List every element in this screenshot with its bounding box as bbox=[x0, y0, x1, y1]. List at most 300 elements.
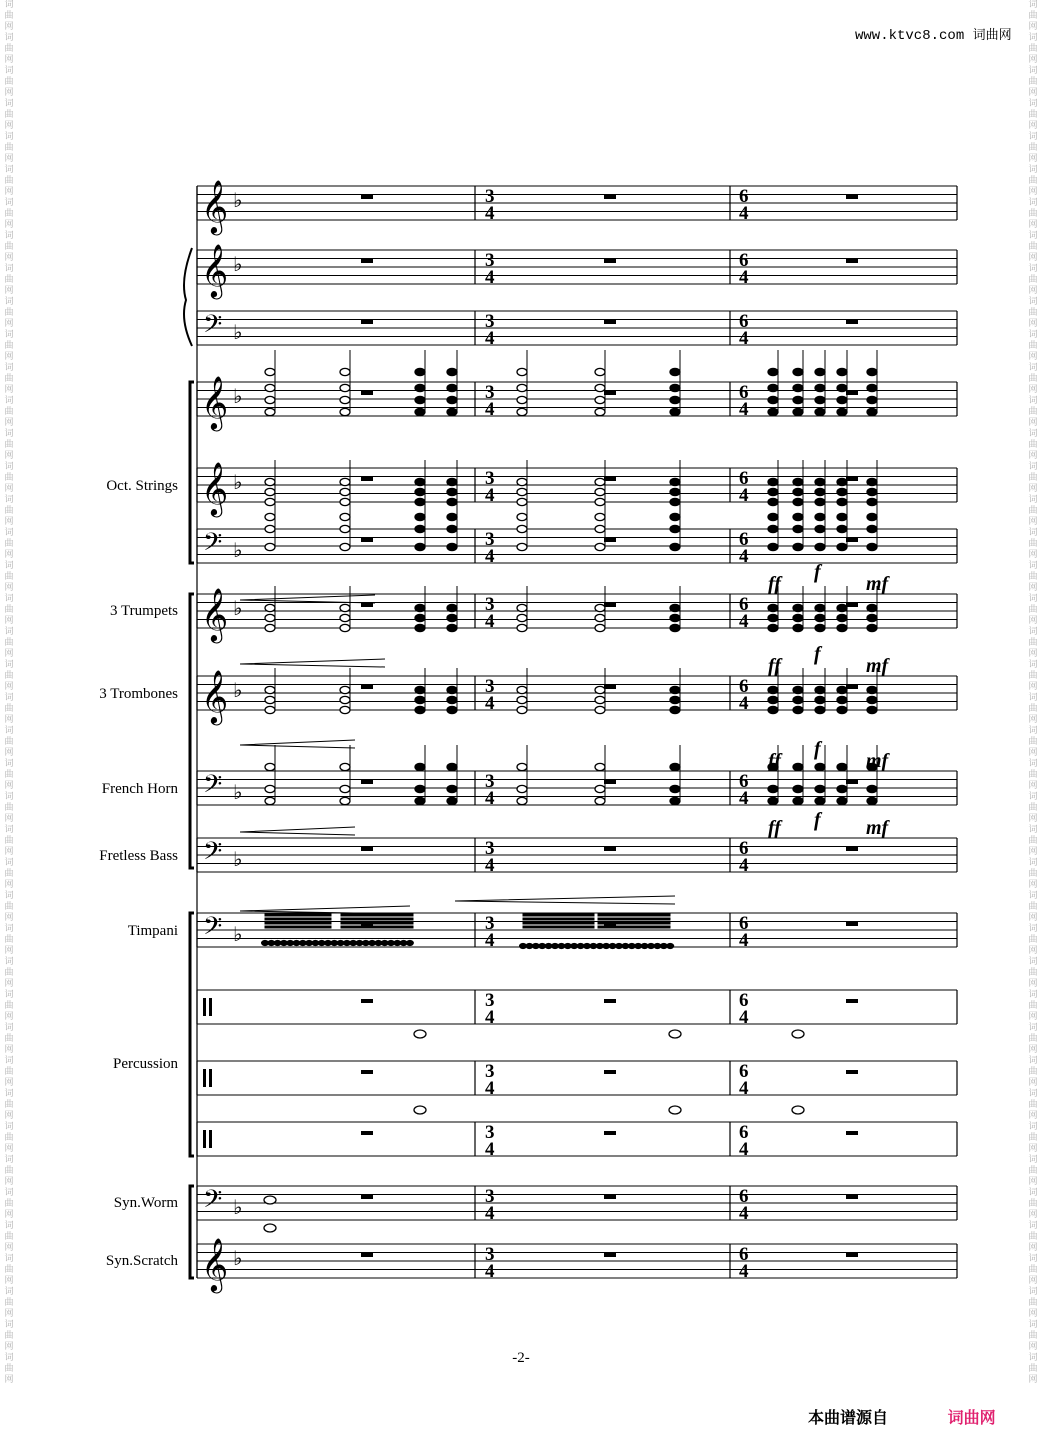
whole-rest bbox=[361, 999, 373, 1003]
time-signature-bottom: 4 bbox=[739, 930, 749, 951]
whole-rest bbox=[361, 538, 373, 542]
percussion-clef bbox=[203, 1069, 206, 1087]
notehead bbox=[265, 763, 275, 770]
notehead bbox=[837, 408, 847, 415]
time-signature-bottom: 4 bbox=[485, 1139, 495, 1160]
whole-rest bbox=[361, 603, 373, 607]
notehead bbox=[793, 384, 803, 391]
notehead bbox=[837, 686, 847, 693]
notehead bbox=[837, 763, 847, 770]
notehead bbox=[867, 478, 877, 485]
whole-rest bbox=[604, 320, 616, 324]
percussion-note bbox=[792, 1030, 804, 1038]
whole-rest bbox=[361, 1195, 373, 1199]
notehead bbox=[447, 763, 457, 770]
notehead bbox=[517, 624, 527, 631]
notehead bbox=[867, 785, 877, 792]
notehead bbox=[867, 408, 877, 415]
notehead bbox=[815, 624, 825, 631]
notehead bbox=[815, 396, 825, 403]
time-signature-top: 6 bbox=[739, 1244, 749, 1265]
time-signature-bottom: 4 bbox=[739, 1139, 749, 1160]
time-signature-bottom: 4 bbox=[739, 1261, 749, 1282]
notehead bbox=[837, 525, 847, 532]
label-oct-strings: Oct. Strings bbox=[106, 478, 178, 494]
time-signature-top: 3 bbox=[485, 1244, 495, 1265]
staff-bracket bbox=[190, 1186, 194, 1278]
beam bbox=[523, 918, 594, 920]
notehead bbox=[837, 513, 847, 520]
notehead bbox=[595, 498, 605, 505]
notehead bbox=[340, 763, 350, 770]
notehead bbox=[837, 488, 847, 495]
notehead bbox=[340, 604, 350, 611]
notehead bbox=[340, 525, 350, 532]
notehead bbox=[517, 763, 527, 770]
percussion-clef bbox=[209, 1069, 212, 1087]
notehead bbox=[415, 408, 425, 415]
notehead bbox=[595, 396, 605, 403]
time-signature-top: 3 bbox=[485, 311, 495, 332]
staff-bracket bbox=[190, 382, 194, 563]
flat-sign: ♭ bbox=[233, 384, 243, 408]
time-signature-top: 3 bbox=[485, 1122, 495, 1143]
flat-sign: ♭ bbox=[233, 922, 243, 946]
notehead bbox=[867, 513, 877, 520]
notehead bbox=[517, 696, 527, 703]
time-signature-top: 6 bbox=[739, 771, 749, 792]
notehead bbox=[595, 686, 605, 693]
whole-rest bbox=[846, 999, 858, 1003]
notehead bbox=[415, 706, 425, 713]
time-signature-bottom: 4 bbox=[485, 1078, 495, 1099]
notehead bbox=[447, 408, 457, 415]
notehead bbox=[768, 604, 778, 611]
notehead bbox=[768, 696, 778, 703]
notehead bbox=[415, 624, 425, 631]
notehead bbox=[867, 368, 877, 375]
beam bbox=[598, 914, 670, 916]
footer-site-link[interactable]: 词曲网 bbox=[947, 1408, 996, 1427]
label-syn-worm: Syn.Worm bbox=[113, 1195, 178, 1211]
time-signature-top: 3 bbox=[485, 382, 495, 403]
time-signature-top: 3 bbox=[485, 990, 495, 1011]
notehead bbox=[768, 785, 778, 792]
notehead bbox=[447, 498, 457, 505]
time-signature-top: 3 bbox=[485, 771, 495, 792]
treble-clef: 𝄞 bbox=[201, 669, 229, 723]
notehead bbox=[793, 785, 803, 792]
whole-rest bbox=[361, 195, 373, 199]
time-signature-bottom: 4 bbox=[739, 693, 749, 714]
time-signature-top: 3 bbox=[485, 250, 495, 271]
notehead bbox=[670, 384, 680, 391]
dynamic-f: f bbox=[814, 643, 821, 665]
piano-brace bbox=[184, 248, 192, 346]
beam bbox=[598, 918, 670, 920]
time-signature-bottom: 4 bbox=[739, 328, 749, 349]
notehead bbox=[867, 543, 877, 550]
notehead bbox=[447, 686, 457, 693]
time-signature-bottom: 4 bbox=[739, 1203, 749, 1224]
flat-sign: ♭ bbox=[233, 847, 243, 871]
beam bbox=[523, 914, 594, 916]
notehead bbox=[837, 785, 847, 792]
notehead bbox=[793, 696, 803, 703]
time-signature-bottom: 4 bbox=[739, 267, 749, 288]
notehead bbox=[595, 408, 605, 415]
time-signature-bottom: 4 bbox=[739, 788, 749, 809]
notehead bbox=[670, 396, 680, 403]
notehead bbox=[793, 408, 803, 415]
notehead bbox=[837, 396, 847, 403]
treble-clef: 𝄞 bbox=[201, 1237, 229, 1291]
notehead bbox=[867, 696, 877, 703]
notehead bbox=[595, 513, 605, 520]
notehead bbox=[815, 408, 825, 415]
whole-rest bbox=[846, 477, 858, 481]
flat-sign: ♭ bbox=[233, 320, 243, 344]
whole-rest bbox=[604, 391, 616, 395]
whole-rest bbox=[361, 477, 373, 481]
treble-clef: 𝄞 bbox=[201, 179, 229, 233]
dynamic-mf: mf bbox=[866, 655, 889, 677]
whole-rest bbox=[361, 847, 373, 851]
beam bbox=[523, 926, 594, 928]
notehead bbox=[595, 624, 605, 631]
time-signature-top: 3 bbox=[485, 1061, 495, 1082]
notehead bbox=[265, 478, 275, 485]
notehead bbox=[340, 478, 350, 485]
notehead bbox=[768, 543, 778, 550]
dynamic-mf: mf bbox=[866, 817, 889, 839]
notehead bbox=[595, 384, 605, 391]
time-signature-top: 3 bbox=[485, 529, 495, 550]
syn-worm-note bbox=[264, 1224, 276, 1232]
whole-rest bbox=[604, 780, 616, 784]
treble-clef: 𝄞 bbox=[201, 461, 229, 515]
notehead bbox=[815, 797, 825, 804]
time-signature-bottom: 4 bbox=[485, 1007, 495, 1028]
notehead bbox=[517, 706, 527, 713]
notehead bbox=[517, 513, 527, 520]
time-signature-bottom: 4 bbox=[485, 1261, 495, 1282]
notehead bbox=[415, 498, 425, 505]
notehead bbox=[793, 543, 803, 550]
notehead bbox=[340, 696, 350, 703]
notehead bbox=[815, 368, 825, 375]
time-signature-top: 3 bbox=[485, 838, 495, 859]
notehead bbox=[265, 498, 275, 505]
beam bbox=[598, 922, 670, 924]
notehead bbox=[768, 525, 778, 532]
notehead bbox=[793, 706, 803, 713]
notehead bbox=[670, 624, 680, 631]
notehead bbox=[837, 624, 847, 631]
notehead bbox=[815, 478, 825, 485]
whole-rest bbox=[846, 259, 858, 263]
page-number: -2- bbox=[512, 1350, 530, 1366]
notehead bbox=[517, 785, 527, 792]
notehead bbox=[837, 498, 847, 505]
notehead bbox=[815, 498, 825, 505]
whole-rest bbox=[846, 320, 858, 324]
notehead bbox=[768, 488, 778, 495]
time-signature-top: 3 bbox=[485, 676, 495, 697]
notehead bbox=[447, 624, 457, 631]
notehead bbox=[415, 686, 425, 693]
syn-worm-note bbox=[264, 1196, 276, 1204]
notehead bbox=[447, 785, 457, 792]
notehead bbox=[793, 525, 803, 532]
notehead bbox=[447, 706, 457, 713]
dynamic-mf: mf bbox=[866, 573, 889, 595]
notehead bbox=[837, 696, 847, 703]
time-signature-top: 6 bbox=[739, 186, 749, 207]
notehead bbox=[670, 498, 680, 505]
notehead bbox=[415, 785, 425, 792]
notehead bbox=[265, 396, 275, 403]
notehead bbox=[340, 498, 350, 505]
notehead bbox=[517, 614, 527, 621]
whole-rest bbox=[604, 477, 616, 481]
time-signature-top: 6 bbox=[739, 468, 749, 489]
time-signature-top: 6 bbox=[739, 529, 749, 550]
dynamic-f: f bbox=[814, 809, 821, 831]
notehead bbox=[768, 614, 778, 621]
dynamic-f: f bbox=[814, 561, 821, 583]
whole-rest bbox=[361, 1131, 373, 1135]
notehead bbox=[815, 604, 825, 611]
notehead bbox=[415, 614, 425, 621]
notehead bbox=[815, 384, 825, 391]
label-french-horn: French Horn bbox=[101, 781, 178, 797]
notehead bbox=[793, 624, 803, 631]
staff-bracket bbox=[190, 594, 194, 868]
whole-rest bbox=[604, 538, 616, 542]
notehead bbox=[447, 797, 457, 804]
percussion-note bbox=[414, 1030, 426, 1038]
notehead bbox=[595, 696, 605, 703]
notehead bbox=[793, 614, 803, 621]
notehead bbox=[837, 614, 847, 621]
time-signature-bottom: 4 bbox=[485, 930, 495, 951]
time-signature-bottom: 4 bbox=[485, 328, 495, 349]
notehead bbox=[447, 396, 457, 403]
bass-clef: 𝄢 bbox=[203, 770, 223, 805]
staff-bracket bbox=[190, 913, 194, 1156]
time-signature-top: 6 bbox=[739, 1061, 749, 1082]
time-signature-bottom: 4 bbox=[485, 855, 495, 876]
notehead bbox=[670, 686, 680, 693]
notehead bbox=[265, 408, 275, 415]
header-url-text[interactable]: www.ktvc8.com bbox=[855, 28, 965, 44]
notehead bbox=[768, 408, 778, 415]
bass-clef: 𝄢 bbox=[203, 310, 223, 345]
notehead bbox=[265, 488, 275, 495]
beam bbox=[265, 914, 331, 916]
notehead bbox=[793, 513, 803, 520]
notehead bbox=[415, 763, 425, 770]
notehead bbox=[415, 543, 425, 550]
bass-clef: 𝄢 bbox=[203, 1185, 223, 1220]
notehead bbox=[595, 478, 605, 485]
header-brand: 词曲网 bbox=[972, 28, 1012, 43]
whole-rest bbox=[846, 780, 858, 784]
notehead bbox=[415, 604, 425, 611]
notehead bbox=[815, 488, 825, 495]
notehead bbox=[447, 513, 457, 520]
time-signature-bottom: 4 bbox=[739, 855, 749, 876]
notehead bbox=[815, 513, 825, 520]
time-signature-top: 6 bbox=[739, 311, 749, 332]
notehead bbox=[265, 384, 275, 391]
notehead bbox=[768, 624, 778, 631]
percussion-note bbox=[669, 1030, 681, 1038]
percussion-clef bbox=[209, 1130, 212, 1148]
crescendo-hairpin bbox=[240, 595, 375, 603]
notehead bbox=[595, 763, 605, 770]
notehead bbox=[265, 513, 275, 520]
notehead bbox=[867, 797, 877, 804]
label-percussion: Percussion bbox=[113, 1056, 178, 1072]
notehead bbox=[670, 368, 680, 375]
time-signature-bottom: 4 bbox=[739, 1007, 749, 1028]
whole-rest bbox=[604, 1131, 616, 1135]
notehead bbox=[768, 396, 778, 403]
notehead bbox=[265, 525, 275, 532]
time-signature-top: 3 bbox=[485, 468, 495, 489]
notehead bbox=[340, 706, 350, 713]
time-signature-bottom: 4 bbox=[739, 485, 749, 506]
time-signature-bottom: 4 bbox=[485, 267, 495, 288]
crescendo-hairpin bbox=[455, 896, 675, 904]
notehead bbox=[517, 396, 527, 403]
bass-clef: 𝄢 bbox=[203, 528, 223, 563]
notehead bbox=[768, 706, 778, 713]
bass-clef: 𝄢 bbox=[203, 912, 223, 947]
notehead bbox=[340, 614, 350, 621]
label-timpani: Timpani bbox=[127, 923, 178, 939]
notehead bbox=[265, 368, 275, 375]
notehead bbox=[793, 797, 803, 804]
notehead bbox=[670, 408, 680, 415]
percussion-clef bbox=[203, 998, 206, 1016]
notehead bbox=[837, 368, 847, 375]
notehead bbox=[340, 408, 350, 415]
notehead bbox=[815, 686, 825, 693]
notehead bbox=[793, 686, 803, 693]
timpani-notehead bbox=[667, 943, 674, 948]
notehead bbox=[415, 513, 425, 520]
notehead bbox=[595, 797, 605, 804]
whole-rest bbox=[361, 391, 373, 395]
notehead bbox=[815, 706, 825, 713]
notehead bbox=[793, 396, 803, 403]
flat-sign: ♭ bbox=[233, 538, 243, 562]
notehead bbox=[768, 686, 778, 693]
notehead bbox=[768, 797, 778, 804]
notehead bbox=[447, 478, 457, 485]
notehead bbox=[517, 488, 527, 495]
treble-clef: 𝄞 bbox=[201, 587, 229, 641]
notehead bbox=[447, 368, 457, 375]
flat-sign: ♭ bbox=[233, 678, 243, 702]
beam bbox=[265, 918, 331, 920]
notehead bbox=[447, 384, 457, 391]
beam bbox=[265, 926, 331, 928]
notehead bbox=[815, 763, 825, 770]
notehead bbox=[670, 513, 680, 520]
flat-sign: ♭ bbox=[233, 780, 243, 804]
whole-rest bbox=[846, 1070, 858, 1074]
time-signature-bottom: 4 bbox=[739, 546, 749, 567]
time-signature-bottom: 4 bbox=[485, 485, 495, 506]
whole-rest bbox=[846, 603, 858, 607]
notehead bbox=[768, 478, 778, 485]
notehead bbox=[867, 498, 877, 505]
crescendo-hairpin bbox=[240, 827, 355, 835]
notehead bbox=[340, 785, 350, 792]
notehead bbox=[415, 478, 425, 485]
whole-rest bbox=[846, 391, 858, 395]
notehead bbox=[670, 797, 680, 804]
notehead bbox=[340, 686, 350, 693]
time-signature-bottom: 4 bbox=[485, 546, 495, 567]
notehead bbox=[265, 797, 275, 804]
time-signature-bottom: 4 bbox=[739, 399, 749, 420]
notehead bbox=[447, 525, 457, 532]
whole-rest bbox=[361, 1253, 373, 1257]
notehead bbox=[517, 525, 527, 532]
whole-rest bbox=[846, 1195, 858, 1199]
whole-rest bbox=[604, 259, 616, 263]
time-signature-top: 6 bbox=[739, 913, 749, 934]
notehead bbox=[837, 706, 847, 713]
notehead bbox=[837, 478, 847, 485]
notehead bbox=[517, 498, 527, 505]
whole-rest bbox=[604, 195, 616, 199]
time-signature-top: 6 bbox=[739, 676, 749, 697]
crescendo-hairpin bbox=[240, 740, 355, 748]
notehead bbox=[415, 696, 425, 703]
notehead bbox=[265, 624, 275, 631]
notehead bbox=[837, 543, 847, 550]
whole-rest bbox=[361, 320, 373, 324]
notehead bbox=[837, 604, 847, 611]
notehead bbox=[595, 706, 605, 713]
notehead bbox=[265, 614, 275, 621]
whole-rest bbox=[846, 538, 858, 542]
whole-rest bbox=[846, 1253, 858, 1257]
footer-source-label: 本曲谱源自 bbox=[808, 1408, 889, 1427]
notehead bbox=[595, 604, 605, 611]
notehead bbox=[595, 785, 605, 792]
time-signature-top: 3 bbox=[485, 186, 495, 207]
percussion-note bbox=[669, 1106, 681, 1114]
notehead bbox=[670, 696, 680, 703]
whole-rest bbox=[846, 922, 858, 926]
notehead bbox=[265, 543, 275, 550]
time-signature-bottom: 4 bbox=[485, 203, 495, 224]
notehead bbox=[340, 513, 350, 520]
notehead bbox=[415, 384, 425, 391]
notehead bbox=[815, 614, 825, 621]
watermark-right: 词曲网词曲网词曲网词曲网词曲网词曲网词曲网词曲网词曲网词曲网词曲网词曲网词曲网词曲网词曲网词曲网词曲网词曲网词曲网词曲网词曲网词曲网词曲网词曲网词曲网词曲网词曲网词曲网词曲网词曲网词曲网词曲网词曲网词曲网词曲网词曲网词曲网词曲网词曲网词曲网词曲网词曲网 bbox=[1028, 0, 1038, 1385]
notehead bbox=[768, 368, 778, 375]
label-trumpets: 3 Trumpets bbox=[110, 603, 178, 619]
notehead bbox=[867, 604, 877, 611]
